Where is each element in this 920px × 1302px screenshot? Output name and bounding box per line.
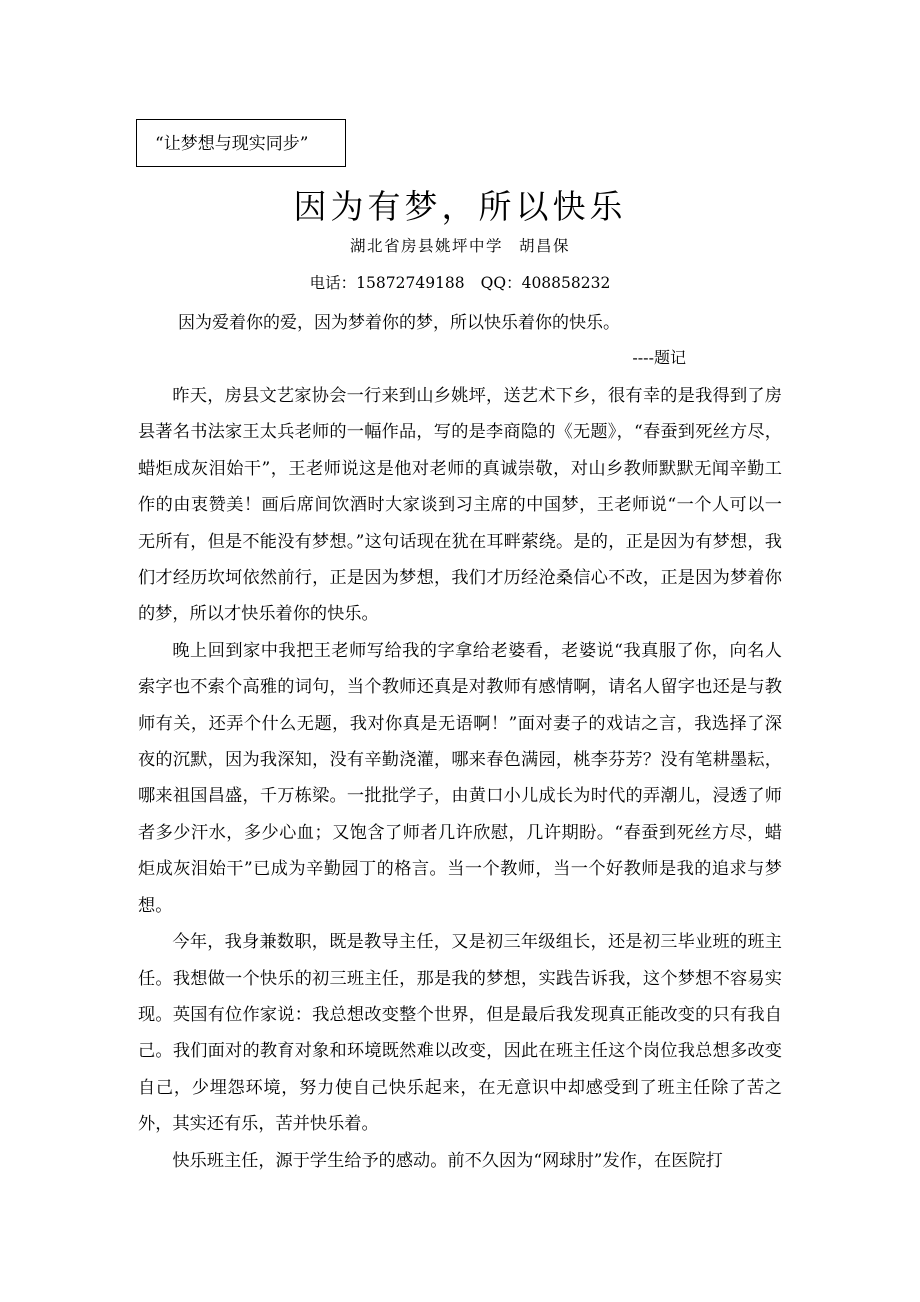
- theme-label: “让梦想与现实同步”: [155, 134, 309, 154]
- epigraph-signature: ----题记: [632, 348, 686, 367]
- phone-label: 电话：: [309, 274, 357, 292]
- author-school: 湖北省房县姚坪中学: [349, 237, 503, 255]
- paragraph: 晚上回到家中我把王老师写给我的字拿给老婆看，老婆说“我真服了你，向名人索字也不索个高雅的词句，当个教师还真是对教师有感情啊，请名人留字也还是与教师有关，还弄个什么无题，我对你真是无语啊！”面对妻子的戏诘之言，我选择了深夜的沉默，因为我深知，没有辛勤浇灌，哪来春色满园，桃李芬芳？没有笔耕墨耘，哪来祖国昌盛，千万栋梁。一批批学子，由黄口小儿成长为时代的弄潮儿，浸透了师者多少汗水，多少心血；又饱含了师者几许欣慰，几许期盼。“春蚕到死丝方尽，蜡炬成灰泪始干”已成为辛勤园丁的格言。当一个教师，当一个好教师是我的追求与梦想。: [138, 640, 782, 916]
- article-title: 因为有梦，所以快乐: [293, 187, 627, 226]
- theme-label-box: [136, 119, 346, 167]
- phone-number: 15872749188: [356, 274, 465, 292]
- author-name: 胡昌保: [519, 237, 571, 255]
- qq-label: QQ：: [480, 274, 522, 292]
- paragraph: 快乐班主任，源于学生给予的感动。前不久因为“网球肘”发作，在医院打: [172, 1150, 723, 1171]
- author-line: [0, 232, 920, 260]
- article-body: [138, 378, 782, 1179]
- paragraph: 昨天，房县文艺家协会一行来到山乡姚坪，送艺术下乡，很有幸的是我得到了房县著名书法家王太兵老师的一幅作品，写的是李商隐的《无题》，“春蚕到死丝方尽，蜡炬成灰泪始干”，王老师说这是他对老师的真诚崇敬，对山乡教师默默无闻辛勤工作的由衷赞美！画后席间饮酒时大家谈到习主席的中国梦，王老师说“一个人可以一无所有，但是不能没有梦想。”这句话现在犹在耳畔萦绕。是的，正是因为有梦想，我们才经历坎坷依然前行，正是因为梦想，我们才历经沧桑信心不改，正是因为梦着你的梦，所以才快乐着你的快乐。: [138, 386, 782, 625]
- paragraph: 今年，我身兼数职，既是教导主任，又是初三年级组长，还是初三毕业班的班主任。我想做一个快乐的初三班主任，那是我的梦想，实践告诉我，这个梦想不容易实现。英国有位作家说：我总想改变整个世界，但是最后我发现真正能改变的只有我自己。我们面对的教育对象和环境既然难以改变，因此在班主任这个岗位我总想多改变自己，少埋怨环境，努力使自己快乐起来，在无意识中却感受到了班主任除了苦之外，其实还有乐，苦并快乐着。: [138, 932, 782, 1135]
- epigraph: 因为爱着你的爱，因为梦着你的梦，所以快乐着你的快乐。: [178, 313, 620, 333]
- qq-number: 408858232: [521, 274, 611, 292]
- contact-line: [0, 269, 920, 297]
